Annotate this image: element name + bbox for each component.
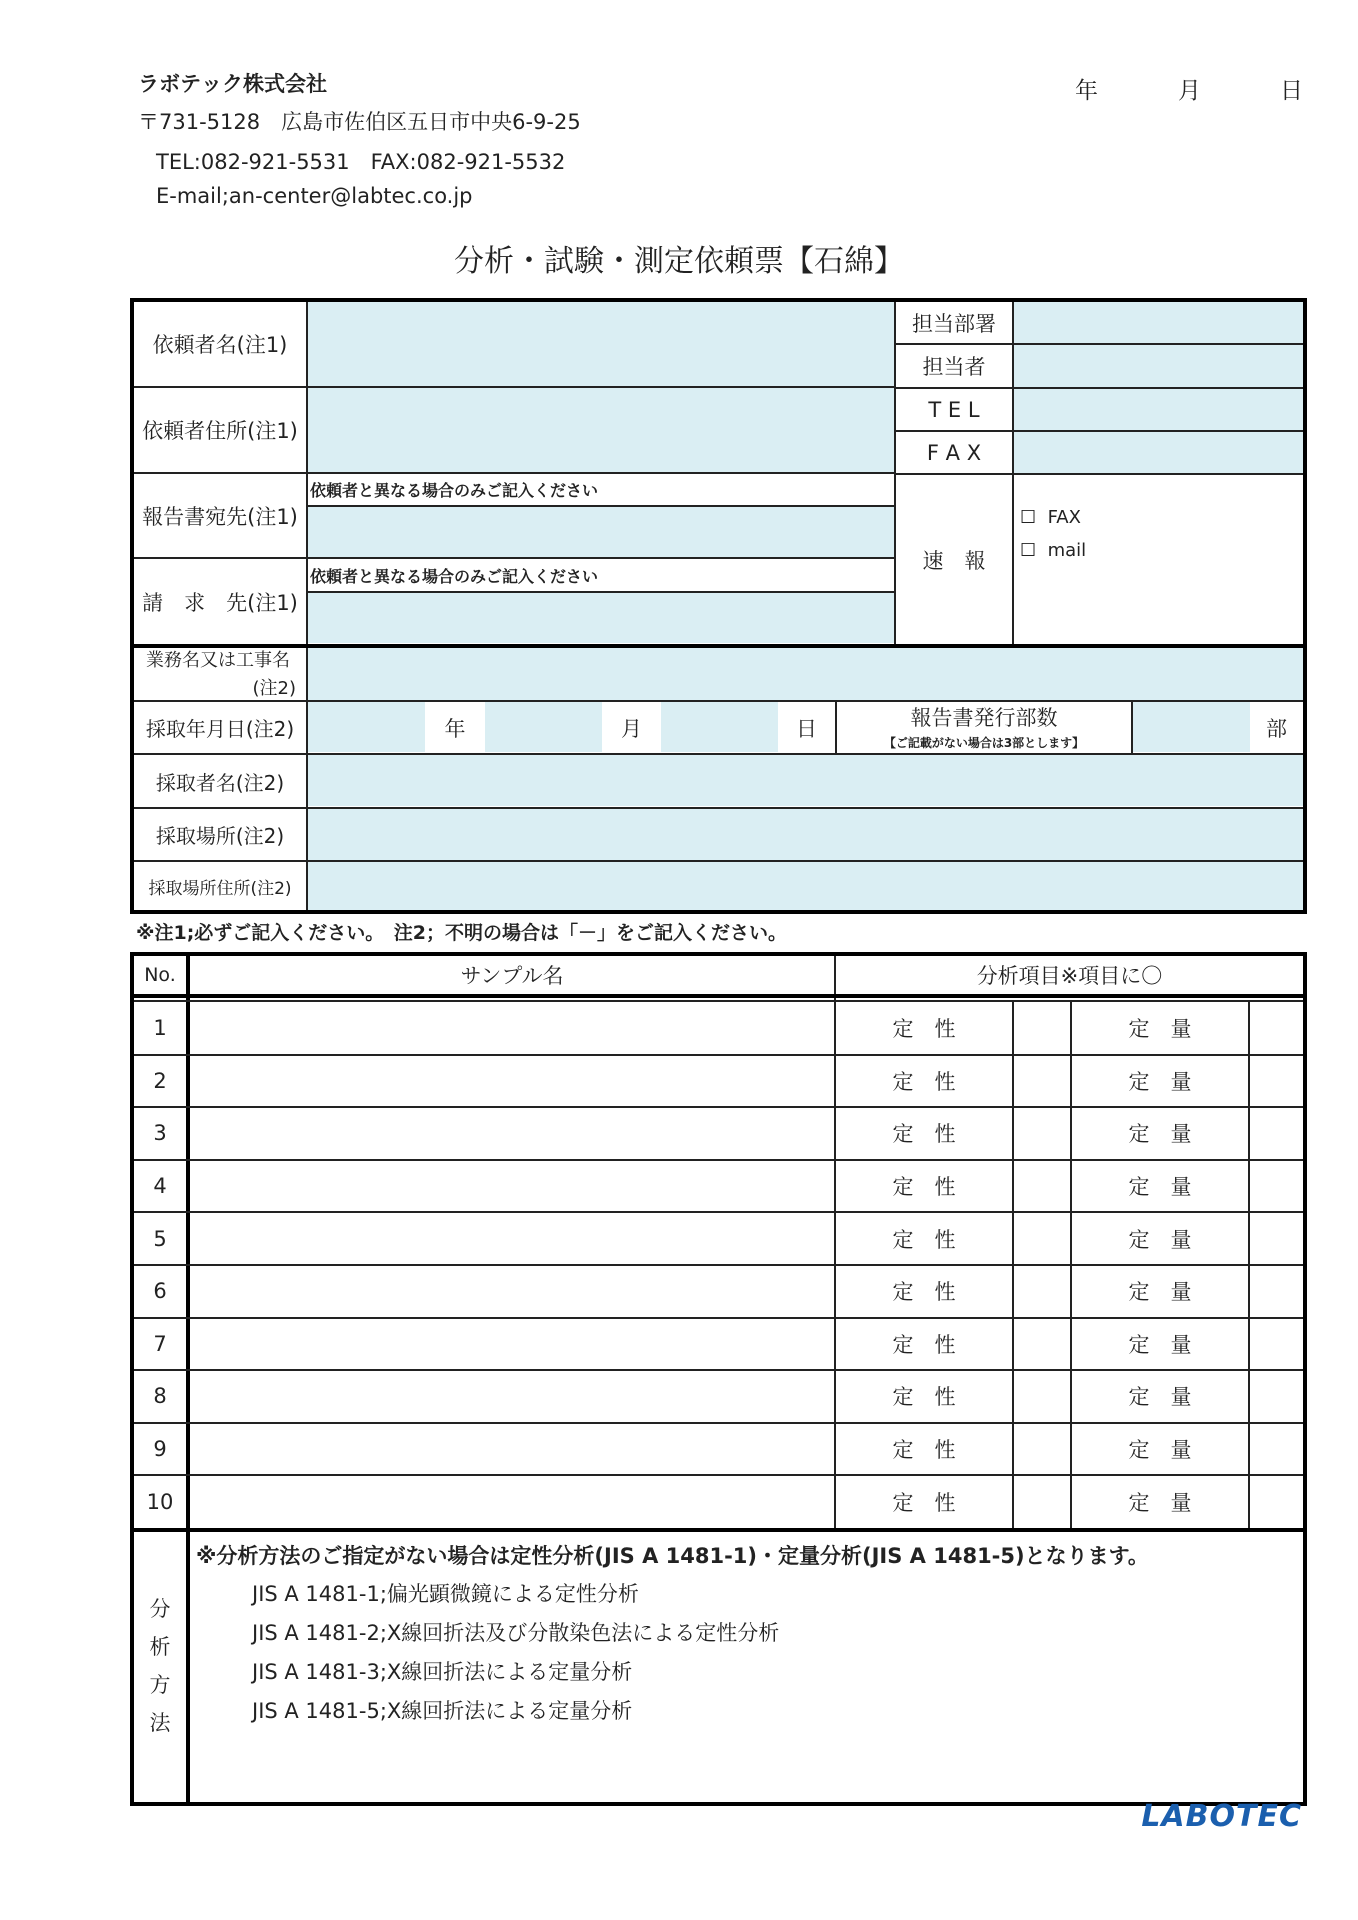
date-day-label: 日	[1280, 78, 1303, 104]
form-notes: ※注1;必ずご記入ください。 注2；不明の場合は「－」をご記入ください。	[136, 922, 788, 944]
qualitative-mark-cell[interactable]	[1014, 1002, 1070, 1053]
quantitative-mark-cell[interactable]	[1250, 1265, 1303, 1316]
row-number: 10	[146, 1489, 174, 1514]
row-number: 4	[153, 1174, 167, 1199]
sampling-year-field[interactable]	[308, 702, 425, 752]
quantitative-label: 定 量	[1128, 1280, 1192, 1305]
sampling-day-unit: 日	[796, 716, 817, 741]
sample-name-field[interactable]	[190, 1107, 834, 1158]
method-item: JIS A 1481-1;偏光顕微鏡による定性分析	[252, 1582, 639, 1606]
sample-name-field[interactable]	[190, 1160, 834, 1211]
billing-to-note: 依頼者と異なる場合のみご記入ください	[310, 566, 599, 586]
project-name-field[interactable]	[308, 648, 1303, 700]
sampling-month-field[interactable]	[485, 702, 602, 752]
checkbox-icon[interactable]: ☐	[1020, 540, 1037, 561]
quantitative-label: 定 量	[1128, 1017, 1192, 1042]
checkbox-icon[interactable]: ☐	[1020, 507, 1037, 528]
quantitative-label: 定 量	[1128, 1438, 1192, 1463]
quantitative-label: 定 量	[1128, 1385, 1192, 1410]
billing-to-field[interactable]	[308, 593, 894, 643]
report-copies-unit: 部	[1266, 716, 1287, 741]
col-analysis-items-header: 分析項目※項目に〇	[976, 964, 1163, 988]
sampling-place-address-label: 採取場所住所(注2)	[148, 878, 292, 899]
report-copies-label	[837, 700, 1131, 753]
qualitative-label: 定 性	[892, 1069, 956, 1094]
qualitative-label: 定 性	[892, 1280, 956, 1305]
sample-name-field[interactable]	[190, 1265, 834, 1316]
requester-name-field[interactable]	[308, 302, 894, 386]
quantitative-mark-cell[interactable]	[1250, 1318, 1303, 1369]
row-number: 1	[153, 1016, 167, 1041]
row-number: 5	[153, 1226, 167, 1251]
company-phone-fax: TEL:082-921-5531 FAX:082-921-5532	[156, 150, 566, 174]
report-to-label: 報告書宛先(注1)	[142, 504, 298, 529]
qualitative-mark-cell[interactable]	[1014, 1475, 1070, 1526]
qualitative-mark-cell[interactable]	[1014, 1107, 1070, 1158]
department-field[interactable]	[1014, 302, 1303, 343]
sampling-year-unit: 年	[444, 716, 466, 741]
billing-to-label: 請 求 先(注1)	[142, 590, 298, 615]
methods-label-char: 方	[149, 1673, 171, 1697]
quantitative-label: 定 量	[1128, 1490, 1192, 1515]
method-item: JIS A 1481-3;X線回折法による定量分析	[252, 1660, 633, 1684]
qualitative-label: 定 性	[892, 1332, 956, 1357]
quick-mail-label: mail	[1047, 540, 1087, 561]
report-copies-title: 報告書発行部数	[910, 706, 1058, 730]
quantitative-mark-cell[interactable]	[1250, 1160, 1303, 1211]
qualitative-mark-cell[interactable]	[1014, 1423, 1070, 1474]
methods-label-char: 分	[149, 1597, 171, 1621]
project-name-label-line1: 業務名又は工事名	[146, 650, 290, 671]
row-number: 2	[153, 1068, 167, 1093]
sample-name-field[interactable]	[190, 1475, 834, 1526]
sampling-place-label: 採取場所(注2)	[155, 824, 285, 848]
fax-label: F A X	[926, 440, 982, 465]
sampling-date-label: 採取年月日(注2)	[145, 717, 295, 741]
person-label: 担当者	[922, 355, 986, 379]
sampling-place-address-field[interactable]	[308, 862, 1303, 910]
methods-list	[252, 1578, 1152, 1778]
report-to-note: 依頼者と異なる場合のみご記入ください	[310, 481, 599, 500]
tel-field[interactable]	[1014, 389, 1303, 430]
qualitative-mark-cell[interactable]	[1014, 1055, 1070, 1106]
quick-fax-option[interactable]	[1020, 507, 1081, 528]
date-year-label: 年	[1075, 78, 1098, 104]
quantitative-mark-cell[interactable]	[1250, 1370, 1303, 1421]
qualitative-mark-cell[interactable]	[1014, 1318, 1070, 1369]
quantitative-mark-cell[interactable]	[1250, 1107, 1303, 1158]
method-item: JIS A 1481-2;X線回折法及び分散染色法による定性分析	[252, 1621, 780, 1645]
quantitative-mark-cell[interactable]	[1250, 1475, 1303, 1526]
qualitative-label: 定 性	[892, 1227, 956, 1252]
page-title: 分析・試験・測定依頼票【石綿】	[454, 244, 904, 279]
labotec-logo: LABOTEC	[1141, 1799, 1302, 1834]
col-no-header: No.	[144, 964, 176, 986]
fax-field[interactable]	[1014, 432, 1303, 473]
sample-name-field[interactable]	[190, 1423, 834, 1474]
sample-name-field[interactable]	[190, 1212, 834, 1263]
methods-label-char: 析	[149, 1635, 171, 1659]
qualitative-label: 定 性	[892, 1490, 956, 1515]
qualitative-label: 定 性	[892, 1122, 956, 1147]
quantitative-mark-cell[interactable]	[1250, 1002, 1303, 1053]
quick-mail-option[interactable]	[1020, 540, 1086, 561]
methods-label	[134, 1532, 186, 1802]
quantitative-label: 定 量	[1128, 1122, 1192, 1147]
qualitative-label: 定 性	[892, 1017, 956, 1042]
quick-fax-label: FAX	[1047, 507, 1081, 528]
row-number: 9	[153, 1437, 167, 1462]
row-number: 7	[153, 1331, 167, 1356]
report-copies-field[interactable]	[1133, 702, 1250, 752]
quantitative-mark-cell[interactable]	[1250, 1055, 1303, 1106]
quantitative-label: 定 量	[1128, 1227, 1192, 1252]
quantitative-label: 定 量	[1128, 1332, 1192, 1357]
sampler-name-label: 採取者名(注2)	[155, 770, 285, 795]
sampling-month-unit: 月	[621, 716, 642, 741]
requester-address-label: 依頼者住所(注1)	[142, 419, 298, 443]
department-label: 担当部署	[912, 311, 996, 336]
col-sample-name-header: サンプル名	[460, 964, 564, 988]
quick-report-label: 速 報	[922, 548, 986, 573]
company-email: E-mail;an-center@labtec.co.jp	[156, 184, 473, 208]
sample-name-field[interactable]	[190, 1370, 834, 1421]
requester-name-label: 依頼者名(注1)	[152, 333, 288, 357]
quantitative-mark-cell[interactable]	[1250, 1423, 1303, 1474]
sampling-day-field[interactable]	[661, 702, 778, 752]
sampling-place-field[interactable]	[308, 809, 1303, 860]
sample-name-field[interactable]	[190, 1318, 834, 1369]
report-copies-note: 【ご記載がない場合は3部とします】	[883, 736, 1085, 750]
row-number: 8	[153, 1384, 167, 1409]
company-name: ラボテック株式会社	[138, 72, 327, 96]
row-number: 6	[153, 1279, 167, 1304]
project-name-label-line2: (注2)	[252, 678, 296, 699]
methods-default-note: ※分析方法のご指定がない場合は定性分析(JIS A 1481-1)・定量分析(JIS A 1481-5)となります。	[196, 1544, 1149, 1568]
person-field[interactable]	[1014, 345, 1303, 387]
methods-label-char: 法	[149, 1711, 171, 1735]
qualitative-label: 定 性	[892, 1385, 956, 1410]
requester-address-field[interactable]	[308, 388, 894, 472]
method-item: JIS A 1481-5;X線回折法による定量分析	[252, 1699, 633, 1723]
sample-name-field[interactable]	[190, 1055, 834, 1106]
quantitative-label: 定 量	[1128, 1175, 1192, 1200]
sampler-name-field[interactable]	[308, 755, 1303, 806]
quantitative-label: 定 量	[1128, 1069, 1192, 1094]
qualitative-mark-cell[interactable]	[1014, 1212, 1070, 1263]
quantitative-mark-cell[interactable]	[1250, 1212, 1303, 1263]
qualitative-label: 定 性	[892, 1438, 956, 1463]
qualitative-label: 定 性	[892, 1175, 956, 1200]
row-number: 3	[153, 1121, 167, 1146]
tel-label: T E L	[928, 397, 980, 422]
qualitative-mark-cell[interactable]	[1014, 1160, 1070, 1211]
qualitative-mark-cell[interactable]	[1014, 1265, 1070, 1316]
date-month-label: 月	[1178, 78, 1201, 104]
sample-name-field[interactable]	[190, 1002, 834, 1053]
company-address: 〒731-5128 広島市佐伯区五日市中央6-9-25	[138, 110, 581, 134]
report-to-field[interactable]	[308, 507, 894, 557]
project-name-label	[134, 648, 306, 700]
qualitative-mark-cell[interactable]	[1014, 1370, 1070, 1421]
